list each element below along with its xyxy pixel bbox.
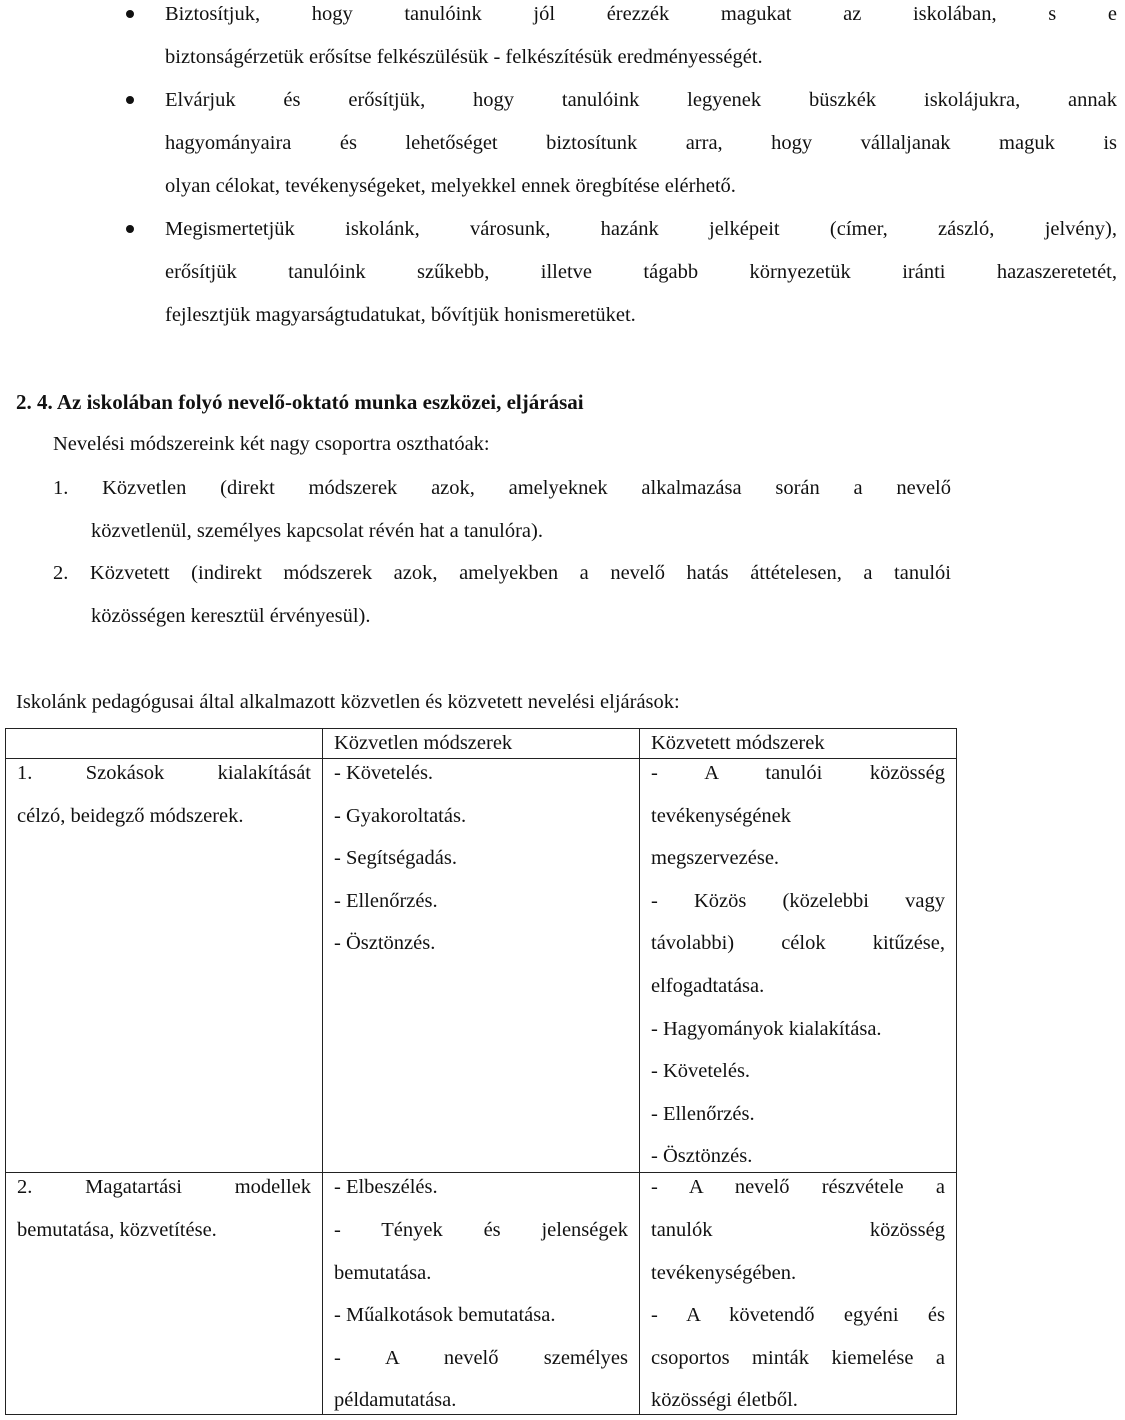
cell-line: 2. Magatartási modellek	[17, 1176, 311, 1199]
table-cell	[323, 1173, 640, 1415]
cell-line: - Hagyományok kialakítása.	[651, 1017, 882, 1040]
table-row	[6, 1173, 957, 1415]
cell-line: - A követendő egyéni és	[651, 1304, 945, 1327]
text-line: fejlesztjük magyarságtudatukat, bővítjük honismeretüket.	[165, 304, 636, 326]
table-row	[6, 759, 957, 1173]
method-item	[53, 559, 951, 627]
cell-line: - Követelés.	[651, 1060, 751, 1083]
cell-line: célzó, beidegző módszerek.	[17, 804, 244, 827]
bullet-item	[0, 215, 1125, 344]
cell-line: - Követelés.	[334, 762, 434, 784]
cell-line: bemutatása.	[334, 1261, 432, 1284]
table-header-cell: Közvetlen módszerek	[323, 729, 640, 759]
cell-line: - Gyakoroltatás.	[334, 804, 467, 827]
method-item	[53, 474, 951, 542]
cell-line: - Ösztönzés.	[334, 932, 436, 955]
table-cell	[6, 759, 323, 1173]
text-line: biztonságérzetük erősítse felkészülésük - felkészítésük eredményességét.	[165, 46, 763, 68]
table-cell	[6, 1173, 323, 1415]
cell-line: közösségi életből.	[651, 1389, 798, 1412]
text-line: hagyományaira és lehetőséget biztosítunk arra, hogy vállaljanak maguk is	[165, 132, 1117, 154]
cell-line: - A tanulói közösség	[651, 762, 945, 784]
cell-line: megszervezése.	[651, 847, 780, 870]
bullet-icon	[126, 10, 134, 18]
cell-line: példamutatása.	[334, 1389, 457, 1412]
bullet-icon	[126, 96, 134, 104]
text-line: 1. Közvetlen (direkt módszerek azok, amelyeknek alkalmazása során a nevelő	[53, 477, 951, 499]
table-header-cell: Közvetett módszerek	[640, 729, 957, 759]
text-line: 2. Közvetett (indirekt módszerek azok, amelyekben a nevelő hatás áttételesen, a tanulói	[53, 562, 951, 584]
cell-line: - Elbeszélés.	[334, 1176, 438, 1199]
cell-line: tevékenységének	[651, 804, 792, 827]
cell-line: - Közös (közelebbi vagy	[651, 889, 945, 912]
text-line: olyan célokat, tevékenységeket, melyekkel ennek öregbítése elérhető.	[165, 175, 736, 197]
cell-line: - Ösztönzés.	[651, 1145, 753, 1168]
cell-line: távolabbi) célok kitűzése,	[651, 932, 945, 955]
table-header-cell	[6, 729, 323, 759]
bullet-item	[0, 86, 1125, 215]
text-line: erősítjük tanulóink szűkebb, illetve tágabb környezetük iránti hazaszeretetét,	[165, 261, 1117, 283]
cell-line: - Műalkotások bemutatása.	[334, 1304, 556, 1327]
cell-line: - Ellenőrzés.	[334, 889, 438, 912]
table-cell	[640, 759, 957, 1173]
cell-line: tevékenységében.	[651, 1261, 797, 1284]
cell-line: - Segítségadás.	[334, 847, 457, 870]
cell-line: elfogadtatása.	[651, 974, 765, 997]
text-line: Megismertetjük iskolánk, városunk, hazánk jelképeit (címer, zászló, jelvény),	[165, 218, 1117, 240]
cell-line: csoportos minták kiemelése a	[651, 1346, 945, 1369]
cell-line: tanulók közösség	[651, 1218, 945, 1241]
cell-line: - A nevelő személyes	[334, 1346, 628, 1369]
section-heading: 2. 4. Az iskolában folyó nevelő-oktató munka eszközei, eljárásai	[16, 390, 584, 414]
cell-line: - Ellenőrzés.	[651, 1102, 755, 1125]
text-line: Biztosítjuk, hogy tanulóink jól érezzék magukat az iskolában, s e	[165, 3, 1117, 25]
section-intro: Nevelési módszereink két nagy csoportra oszthatóak:	[53, 433, 490, 455]
text-line: közvetlenül, személyes kapcsolat révén hat a tanulóra).	[91, 520, 543, 542]
cell-line: - Tények és jelenségek	[334, 1218, 628, 1241]
text-line: Elvárjuk és erősítjük, hogy tanulóink legyenek büszkék iskolájukra, annak	[165, 89, 1117, 111]
table-caption: Iskolánk pedagógusai által alkalmazott közvetlen és közvetett nevelési eljárások:	[16, 691, 680, 713]
cell-line: bemutatása, közvetítése.	[17, 1218, 217, 1241]
table-cell	[323, 759, 640, 1173]
cell-line: 1. Szokások kialakítását	[17, 762, 311, 784]
table-header-row	[6, 729, 957, 759]
bullet-item	[0, 0, 1125, 86]
methods-table	[5, 728, 957, 1415]
bullet-icon	[126, 225, 134, 233]
cell-line: - A nevelő részvétele a	[651, 1176, 945, 1199]
table-cell	[640, 1173, 957, 1415]
text-line: közösségen keresztül érvényesül).	[91, 605, 371, 627]
